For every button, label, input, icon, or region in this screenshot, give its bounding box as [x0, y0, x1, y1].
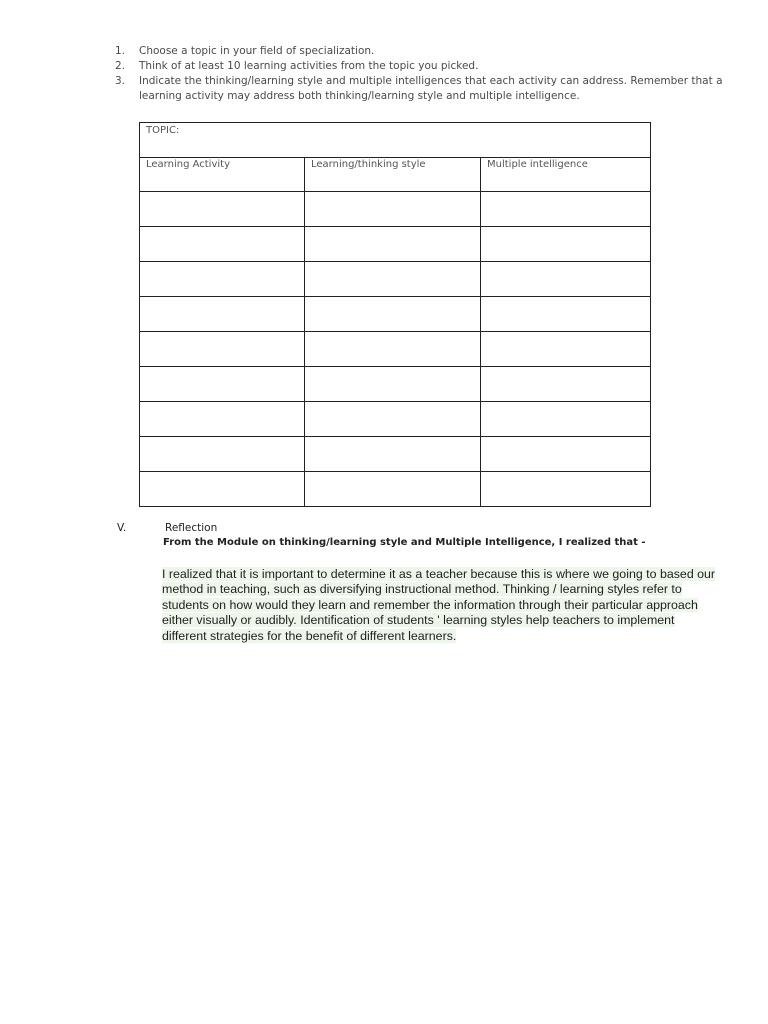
activity-cell[interactable]: [140, 402, 305, 437]
instruction-item: [115, 59, 735, 74]
table-row: [140, 472, 651, 507]
style-cell[interactable]: [305, 227, 481, 262]
intelligence-cell[interactable]: [481, 472, 651, 507]
intelligence-cell[interactable]: [481, 227, 651, 262]
table-row: [140, 402, 651, 437]
style-cell[interactable]: [305, 262, 481, 297]
section-title: Reflection: [165, 522, 218, 534]
intelligence-cell[interactable]: [481, 367, 651, 402]
instruction-text: Think of at least 10 learning activities from the topic you picked.: [139, 60, 479, 72]
activity-cell[interactable]: [140, 297, 305, 332]
table-header-row: [140, 158, 651, 192]
activity-cell[interactable]: [140, 192, 305, 227]
instruction-text: Choose a topic in your field of specialization.: [139, 45, 375, 57]
reflection-answer[interactable]: [162, 567, 722, 644]
activity-cell[interactable]: [140, 332, 305, 367]
activity-cell[interactable]: [140, 367, 305, 402]
activity-cell[interactable]: [140, 437, 305, 472]
table-row: [140, 262, 651, 297]
activity-table: [139, 122, 651, 507]
table-body: [140, 192, 651, 507]
table-row: [140, 192, 651, 227]
style-cell[interactable]: [305, 192, 481, 227]
header-learning-thinking-style: Learning/thinking style: [305, 158, 481, 192]
intelligence-cell[interactable]: [481, 262, 651, 297]
table-row: [140, 227, 651, 262]
activity-cell[interactable]: [140, 227, 305, 262]
topic-cell[interactable]: TOPIC:: [140, 123, 651, 158]
instruction-number: 2.: [115, 60, 126, 72]
style-cell[interactable]: [305, 437, 481, 472]
reflection-prompt: From the Module on thinking/learning style and Multiple Intelligence, I realized that -: [163, 537, 646, 548]
activity-cell[interactable]: [140, 472, 305, 507]
instructions-list: [115, 44, 735, 104]
style-cell[interactable]: [305, 472, 481, 507]
table-row: [140, 297, 651, 332]
instruction-number: 1.: [115, 45, 126, 57]
table-row: [140, 367, 651, 402]
table-row: [140, 332, 651, 367]
section-number: V.: [117, 522, 127, 534]
intelligence-cell[interactable]: [481, 192, 651, 227]
style-cell[interactable]: [305, 402, 481, 437]
instruction-item: [115, 44, 735, 59]
intelligence-cell[interactable]: [481, 437, 651, 472]
style-cell[interactable]: [305, 367, 481, 402]
intelligence-cell[interactable]: [481, 297, 651, 332]
style-cell[interactable]: [305, 332, 481, 367]
instruction-number: 3.: [115, 75, 126, 87]
activity-cell[interactable]: [140, 262, 305, 297]
style-cell[interactable]: [305, 297, 481, 332]
intelligence-cell[interactable]: [481, 402, 651, 437]
reflection-answer-text: I realized that it is important to determine it as a teacher because this is where we going to based our method in teaching, such as diversifying instructional method. Thinking / learning styles refer to students on how would they learn and remember the information through their particular approach either visually or audibly. Identification of students ' learning styles help teachers to implement different strategies for the benefit of different learners.: [162, 567, 716, 643]
header-multiple-intelligence: Multiple intelligence: [481, 158, 651, 192]
instruction-text: Indicate the thinking/learning style and multiple intelligences that each activity can address. Remember that a learning activity may address both thinking/learning style and multiple intelligence.: [139, 75, 723, 102]
header-learning-activity: Learning Activity: [140, 158, 305, 192]
instruction-item: [115, 74, 735, 104]
table-row: [140, 437, 651, 472]
topic-row: [140, 123, 651, 158]
intelligence-cell[interactable]: [481, 332, 651, 367]
